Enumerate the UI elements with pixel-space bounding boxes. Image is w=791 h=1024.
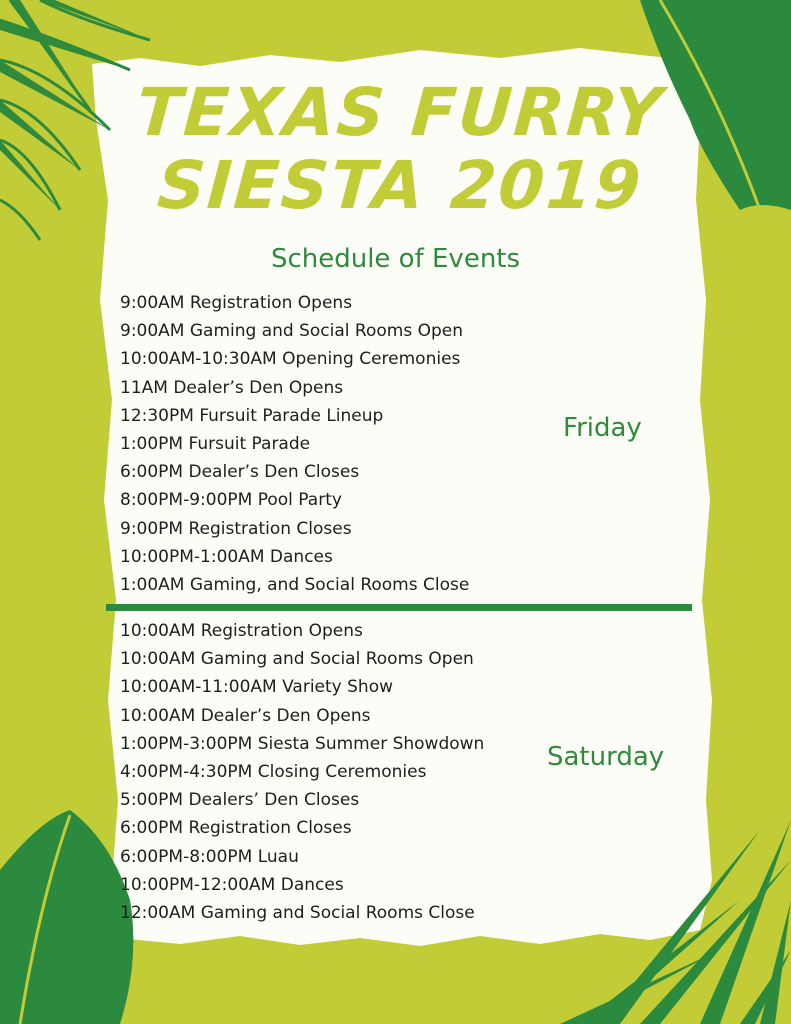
event-item: 6:00PM Registration Closes: [120, 818, 352, 839]
event-item: 12:30PM Fursuit Parade Lineup: [120, 405, 384, 426]
event-item: 10:00AM-11:00AM Variety Show: [120, 677, 394, 698]
event-item: 6:00PM-8:00PM Luau: [120, 846, 299, 867]
event-item: 10:00AM Dealer’s Den Opens: [120, 705, 371, 726]
section-divider: [106, 604, 692, 611]
event-item: 6:00PM Dealer’s Den Closes: [120, 462, 360, 483]
leaf-bottom-left: [0, 810, 133, 1024]
day-label-saturday: Saturday: [547, 742, 665, 772]
day-label-friday: Friday: [563, 413, 642, 443]
event-item: 10:00PM-1:00AM Dances: [120, 546, 333, 567]
title-line-1: TEXAS FURRY: [134, 74, 667, 151]
event-item: 10:00AM Gaming and Social Rooms Open: [120, 649, 474, 670]
saturday-event-list: [120, 617, 484, 927]
event-item: 1:00AM Gaming, and Social Rooms Close: [120, 574, 470, 595]
event-item: 12:00AM Gaming and Social Rooms Close: [120, 902, 475, 923]
event-item: 1:00PM-3:00PM Siesta Summer Showdown: [120, 733, 485, 754]
event-item: 9:00AM Registration Opens: [120, 293, 353, 313]
event-item: 10:00AM Registration Opens: [120, 621, 363, 641]
event-item: 4:00PM-4:30PM Closing Ceremonies: [120, 761, 427, 782]
event-item: 5:00PM Dealers’ Den Closes: [120, 790, 360, 811]
event-item: 1:00PM Fursuit Parade: [120, 433, 311, 454]
event-item: 8:00PM-9:00PM Pool Party: [120, 490, 342, 511]
schedule-subtitle: Schedule of Events: [270, 244, 521, 274]
event-item: 10:00AM-10:30AM Opening Ceremonies: [120, 349, 461, 370]
event-item: 9:00AM Gaming and Social Rooms Open: [120, 321, 463, 342]
event-item: 11AM Dealer’s Den Opens: [120, 377, 344, 398]
title-line-2: SIESTA 2019: [155, 147, 645, 224]
event-item: 9:00PM Registration Closes: [120, 518, 352, 539]
event-item: 10:00PM-12:00AM Dances: [120, 874, 344, 895]
friday-event-list: [120, 289, 469, 599]
